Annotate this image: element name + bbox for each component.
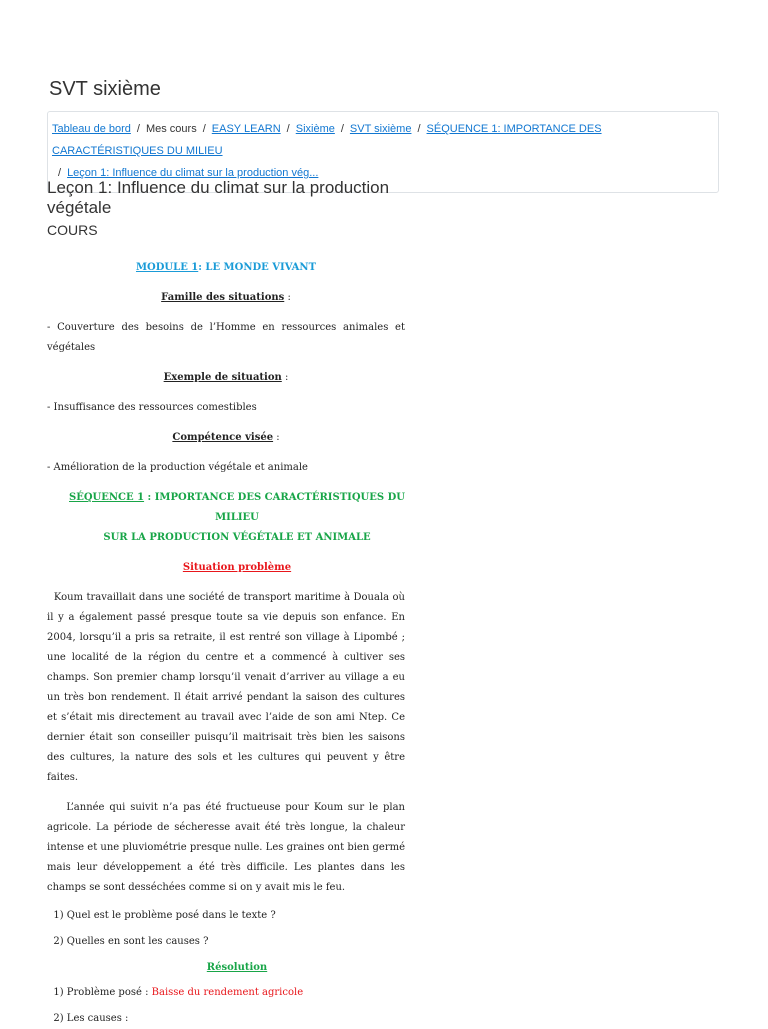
course-title: SVT sixième [49,78,161,100]
answer-1 [47,983,405,1003]
sequence-heading [47,488,427,528]
famille-heading-line [47,288,405,308]
lesson-title: Leçon 1: Influence du climat sur la production végétale [47,178,390,217]
famille-heading: Famille des situations [161,292,285,303]
lesson-content [47,258,409,1029]
breadcrumb-dashboard-link[interactable]: Tableau de bord [52,123,131,135]
lesson-subtitle: COURS [47,222,98,238]
breadcrumb-separator: / [286,123,290,135]
competence-heading-line [47,428,405,448]
module-heading [47,258,405,278]
situation-heading: Situation problème [182,562,292,573]
sequence-heading-line2: SUR LA PRODUCTION VÉGÉTALE ET ANIMALE [103,532,371,543]
question-2: 2) Quelles en sont les causes ? [47,936,209,947]
breadcrumb-sixieme-link[interactable]: Sixième [295,123,335,135]
situation-paragraph-1: Koum travaillait dans une société de transport maritime à Douala où il y a également passé presque toute sa vie depuis son enfance. En 2004, lorsqu’il a pris sa retraite, il est rentré son village à Lipombé ; une localité de la région du centre et a commencé à cultiver ses champs. Son premier champ lorsqu’il venait d’arriver au village a eu un très bon rendement. Il était arrivé pendant la saison des cultures et s’était mis directement au travail avec l’aide de son ami Ntep. Ce dernier était son conseiller puisqu’il maitrisait très bien les saisons des cultures, la nature des sols et les cultures qui peuvent y être faites. [47,592,409,783]
breadcrumb-separator: / [58,167,62,179]
competence-colon: : [273,432,280,443]
competence-text: - Amélioration de la production végétale et animale [47,462,308,473]
exemple-heading: Exemple de situation [163,372,282,383]
resolution-heading: Résolution [206,962,268,973]
exemple-colon: : [281,372,289,383]
question-1: 1) Quel est le problème posé dans le texte ? [47,910,276,921]
situation-paragraph-2: L’année qui suivit n’a pas été fructueuse pour Koum sur le plan agricole. La période de sécheresse avait été très longue, la chaleur intense et une pluviométrie presque nulle. Les graines ont bien germé mais leur développement a été très difficile. Les plantes dans les champs se sont desséchées comme si on y avait mis le feu. [47,802,409,893]
breadcrumb-separator: / [340,123,344,135]
breadcrumb-separator: / [417,123,421,135]
famille-colon: : [284,292,291,303]
breadcrumb-easy-learn-link[interactable]: EASY LEARN [211,123,281,135]
exemple-heading-line [47,368,405,388]
answer-1-label: 1) Problème posé : [47,987,152,998]
breadcrumb-separator: / [202,123,206,135]
sequence-title: : IMPORTANCE DES CARACTÉRISTIQUES DU MILIEU [144,492,405,523]
sequence-link[interactable]: SÉQUENCE 1 [69,492,145,503]
exemple-text: - Insuffisance des ressources comestibles [47,402,257,413]
answer-2: 2) Les causes : [47,1013,129,1024]
module-link[interactable]: MODULE 1 [135,262,199,273]
breadcrumb-course-link[interactable]: SVT sixième [349,123,412,135]
breadcrumb-separator: / [136,123,140,135]
famille-text: - Couverture des besoins de l’Homme en ressources animales et végétales [47,322,405,353]
breadcrumb-my-courses: Mes cours [145,123,197,135]
breadcrumb-sequence-link[interactable]: SÉQUENCE 1: IMPORTANCE DES CARACTÉRISTIQUES DU MILIEU [52,123,602,157]
answer-1-value: Baisse du rendement agricole [151,987,304,998]
breadcrumb-lesson-link[interactable]: Leçon 1: Influence du climat sur la production vég... [67,167,319,179]
module-title: : LE MONDE VIVANT [198,262,317,273]
competence-heading: Compétence visée [172,432,274,443]
